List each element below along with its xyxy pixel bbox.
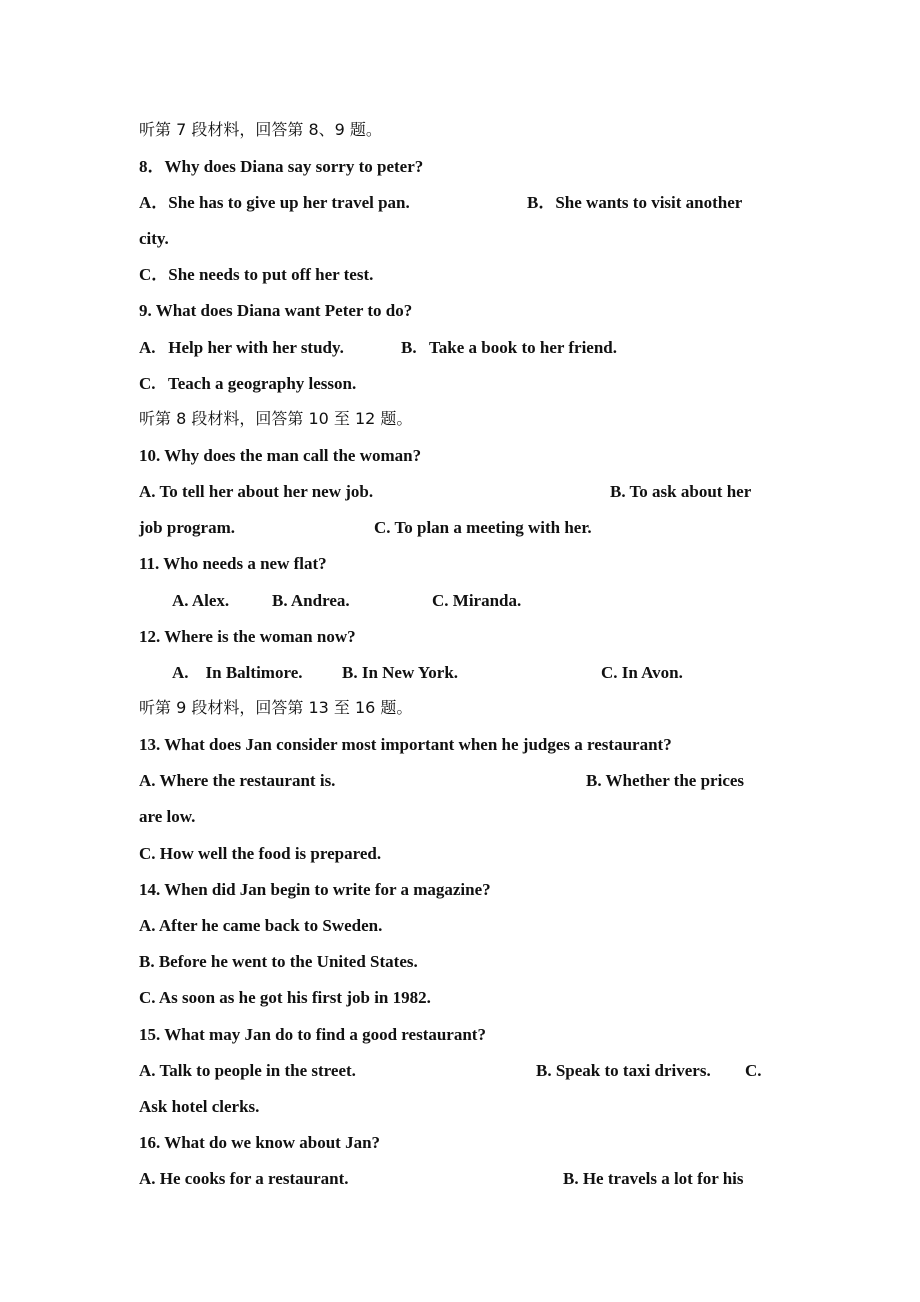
q16-option-a: A. He cooks for a restaurant. <box>139 1169 349 1188</box>
q10-option-a: A. To tell her about her new job. <box>139 482 374 501</box>
q15-option-b: B. Speak to taxi drivers. <box>536 1061 711 1080</box>
section-heading-8: 听第 8 段材料，回答第 10 至 12 题。 <box>139 409 413 428</box>
q14-option-b: B. Before he went to the United States. <box>139 952 418 971</box>
q13-option-b-cont: are low. <box>139 807 196 826</box>
q15-option-c: Ask hotel clerks. <box>139 1097 260 1116</box>
question-13: 13. What does Jan consider most important when he judges a restaurant? <box>139 735 672 754</box>
section-heading-7: 听第 7 段材料，回答第 8、9 题。 <box>139 120 382 139</box>
q12-option-b: B. In New York. <box>342 663 459 682</box>
q8-option-b: B．She wants to visit another <box>527 193 743 212</box>
q13-option-a: A. Where the restaurant is. <box>139 771 336 790</box>
q10-option-b: B. To ask about her <box>610 482 752 501</box>
q11-option-a: A. Alex. <box>172 591 230 610</box>
q13-option-c: C. How well the food is prepared. <box>139 844 382 863</box>
q10-option-b-cont: job program. <box>139 518 236 537</box>
q10-option-c: C. To plan a meeting with her. <box>374 518 592 537</box>
question-10: 10. Why does the man call the woman? <box>139 446 422 465</box>
q9-option-b: B. Take a book to her friend. <box>401 338 618 357</box>
section-heading-9: 听第 9 段材料，回答第 13 至 16 题。 <box>139 698 413 717</box>
q11-option-b: B. Andrea. <box>272 591 350 610</box>
q15-option-c-label: C. <box>745 1061 762 1080</box>
question-12: 12. Where is the woman now? <box>139 627 356 646</box>
question-8: 8．Why does Diana say sorry to peter? <box>139 157 424 176</box>
q12-option-c: C. In Avon. <box>601 663 683 682</box>
question-15: 15. What may Jan do to find a good restaurant? <box>139 1025 486 1044</box>
question-16: 16. What do we know about Jan? <box>139 1133 381 1152</box>
q13-option-b: B. Whether the prices <box>586 771 745 790</box>
q9-option-c: C. Teach a geography lesson. <box>139 374 357 393</box>
q8-option-b-cont: city. <box>139 229 169 248</box>
q15-option-a: A. Talk to people in the street. <box>139 1061 356 1080</box>
q14-option-a: A. After he came back to Sweden. <box>139 916 383 935</box>
question-11: 11. Who needs a new flat? <box>139 554 327 573</box>
question-9: 9. What does Diana want Peter to do? <box>139 301 413 320</box>
q14-option-c: C. As soon as he got his first job in 1982. <box>139 988 431 1007</box>
q12-option-a: A. In Baltimore. <box>172 663 303 682</box>
q8-option-a: A．She has to give up her travel pan. <box>139 193 410 212</box>
q9-option-a: A. Help her with her study. <box>139 338 344 357</box>
q16-option-b: B. He travels a lot for his <box>563 1169 744 1188</box>
q8-option-c: C．She needs to put off her test. <box>139 265 374 284</box>
q11-option-c: C. Miranda. <box>432 591 522 610</box>
question-14: 14. When did Jan begin to write for a magazine? <box>139 880 491 899</box>
